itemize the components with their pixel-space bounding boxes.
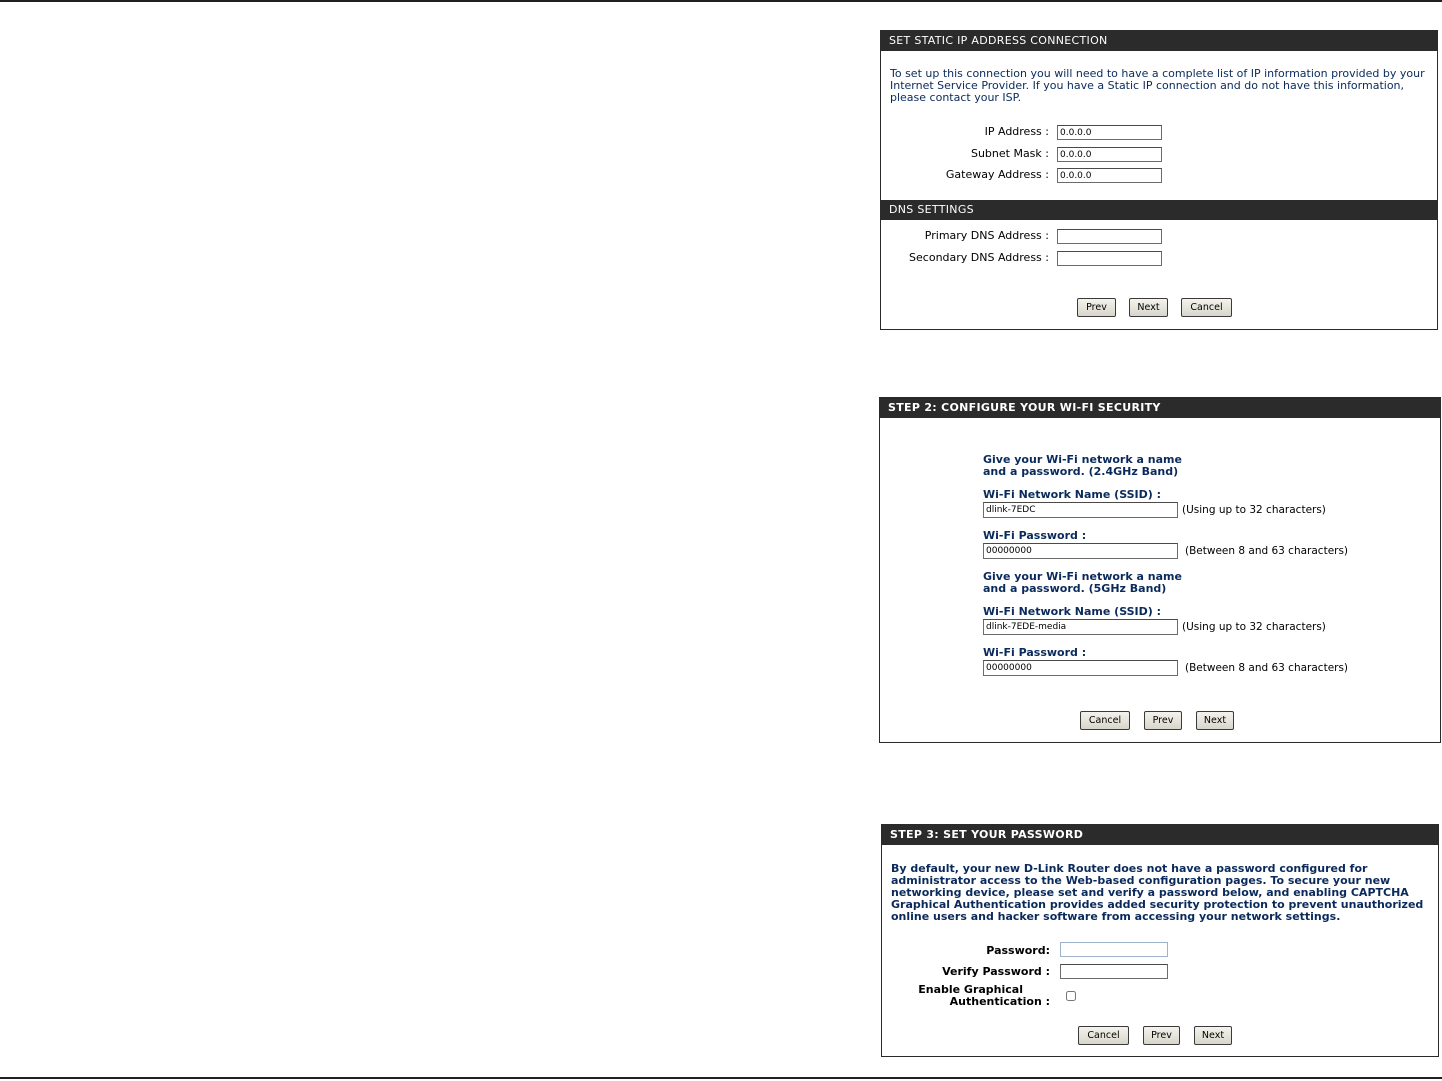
secondary-dns-label: Secondary DNS Address :	[909, 251, 1049, 264]
ip-address-input[interactable]	[1057, 125, 1162, 140]
captcha-label-line1: Enable Graphical	[918, 983, 1023, 996]
primary-dns-input[interactable]	[1057, 229, 1162, 244]
cancel-button[interactable]: Cancel	[1078, 1026, 1129, 1045]
wifi-5-intro: Give your Wi-Fi network a name and a password. (5GHz Band)	[983, 570, 1182, 595]
wifi-5-password-label: Wi-Fi Password :	[983, 646, 1087, 659]
static-ip-header: SET STATIC IP ADDRESS CONNECTION	[881, 31, 1437, 51]
next-button[interactable]: Next	[1194, 1026, 1232, 1045]
ip-address-label: IP Address :	[984, 125, 1049, 138]
captcha-checkbox[interactable]	[1066, 991, 1076, 1001]
admin-password-intro: By default, your new D-Link Router does not have a password configured for administrator access to the Web-based configuration pages. To secure your new networking device, please set and verify a password below, and enabling CAPTCHA Graphical Authentication provides added security protection to prevent unauthorized online users and hacker software from accessing your network settings.	[891, 862, 1424, 923]
wifi-24-password-label: Wi-Fi Password :	[983, 529, 1087, 542]
wifi-24-ssid-label: Wi-Fi Network Name (SSID) :	[983, 488, 1162, 501]
wifi-5-ssid-hint: (Using up to 32 characters)	[1182, 621, 1326, 633]
primary-dns-label: Primary DNS Address :	[924, 229, 1049, 242]
prev-button[interactable]: Prev	[1144, 711, 1182, 730]
dns-settings-header: DNS SETTINGS	[881, 200, 1437, 220]
wifi-24-ssid-hint: (Using up to 32 characters)	[1182, 504, 1326, 516]
cancel-button[interactable]: Cancel	[1080, 711, 1130, 730]
admin-password-panel	[881, 824, 1439, 1057]
wifi-5-ssid-label: Wi-Fi Network Name (SSID) :	[983, 605, 1162, 618]
wifi-24-ssid-input[interactable]	[983, 502, 1178, 518]
gateway-address-input[interactable]	[1057, 168, 1162, 183]
verify-password-input[interactable]	[1060, 964, 1168, 979]
cancel-button[interactable]: Cancel	[1181, 298, 1232, 317]
password-input[interactable]	[1060, 942, 1168, 957]
wifi-security-header: STEP 2: CONFIGURE YOUR WI-FI SECURITY	[880, 398, 1440, 418]
captcha-label-line2: Authentication :	[949, 995, 1050, 1008]
admin-password-header: STEP 3: SET YOUR PASSWORD	[882, 825, 1438, 845]
wifi-24-intro: Give your Wi-Fi network a name and a password. (2.4GHz Band)	[983, 453, 1182, 478]
static-ip-intro: To set up this connection you will need to have a complete list of IP information provided by your Internet Service Provider. If you have a Static IP connection and do not have this information, please contact your ISP.	[890, 67, 1425, 104]
wifi-5-ssid-input[interactable]	[983, 619, 1178, 635]
subnet-mask-label: Subnet Mask :	[970, 147, 1049, 160]
verify-password-label: Verify Password :	[942, 965, 1050, 978]
prev-button[interactable]: Prev	[1143, 1026, 1180, 1045]
wifi-5-password-input[interactable]	[983, 660, 1178, 676]
next-button[interactable]: Next	[1129, 298, 1168, 317]
subnet-mask-input[interactable]	[1057, 147, 1162, 162]
wifi-security-panel	[879, 397, 1441, 743]
static-ip-panel	[880, 30, 1438, 330]
password-label: Password:	[986, 944, 1050, 957]
wifi-5-password-hint: (Between 8 and 63 characters)	[1185, 662, 1349, 674]
next-button[interactable]: Next	[1196, 711, 1234, 730]
gateway-address-label: Gateway Address :	[945, 168, 1049, 181]
wifi-24-password-input[interactable]	[983, 543, 1178, 559]
secondary-dns-input[interactable]	[1057, 251, 1162, 266]
top-rule	[0, 0, 1442, 2]
wifi-24-password-hint: (Between 8 and 63 characters)	[1185, 545, 1349, 557]
bottom-rule	[0, 1077, 1442, 1079]
prev-button[interactable]: Prev	[1077, 298, 1116, 317]
